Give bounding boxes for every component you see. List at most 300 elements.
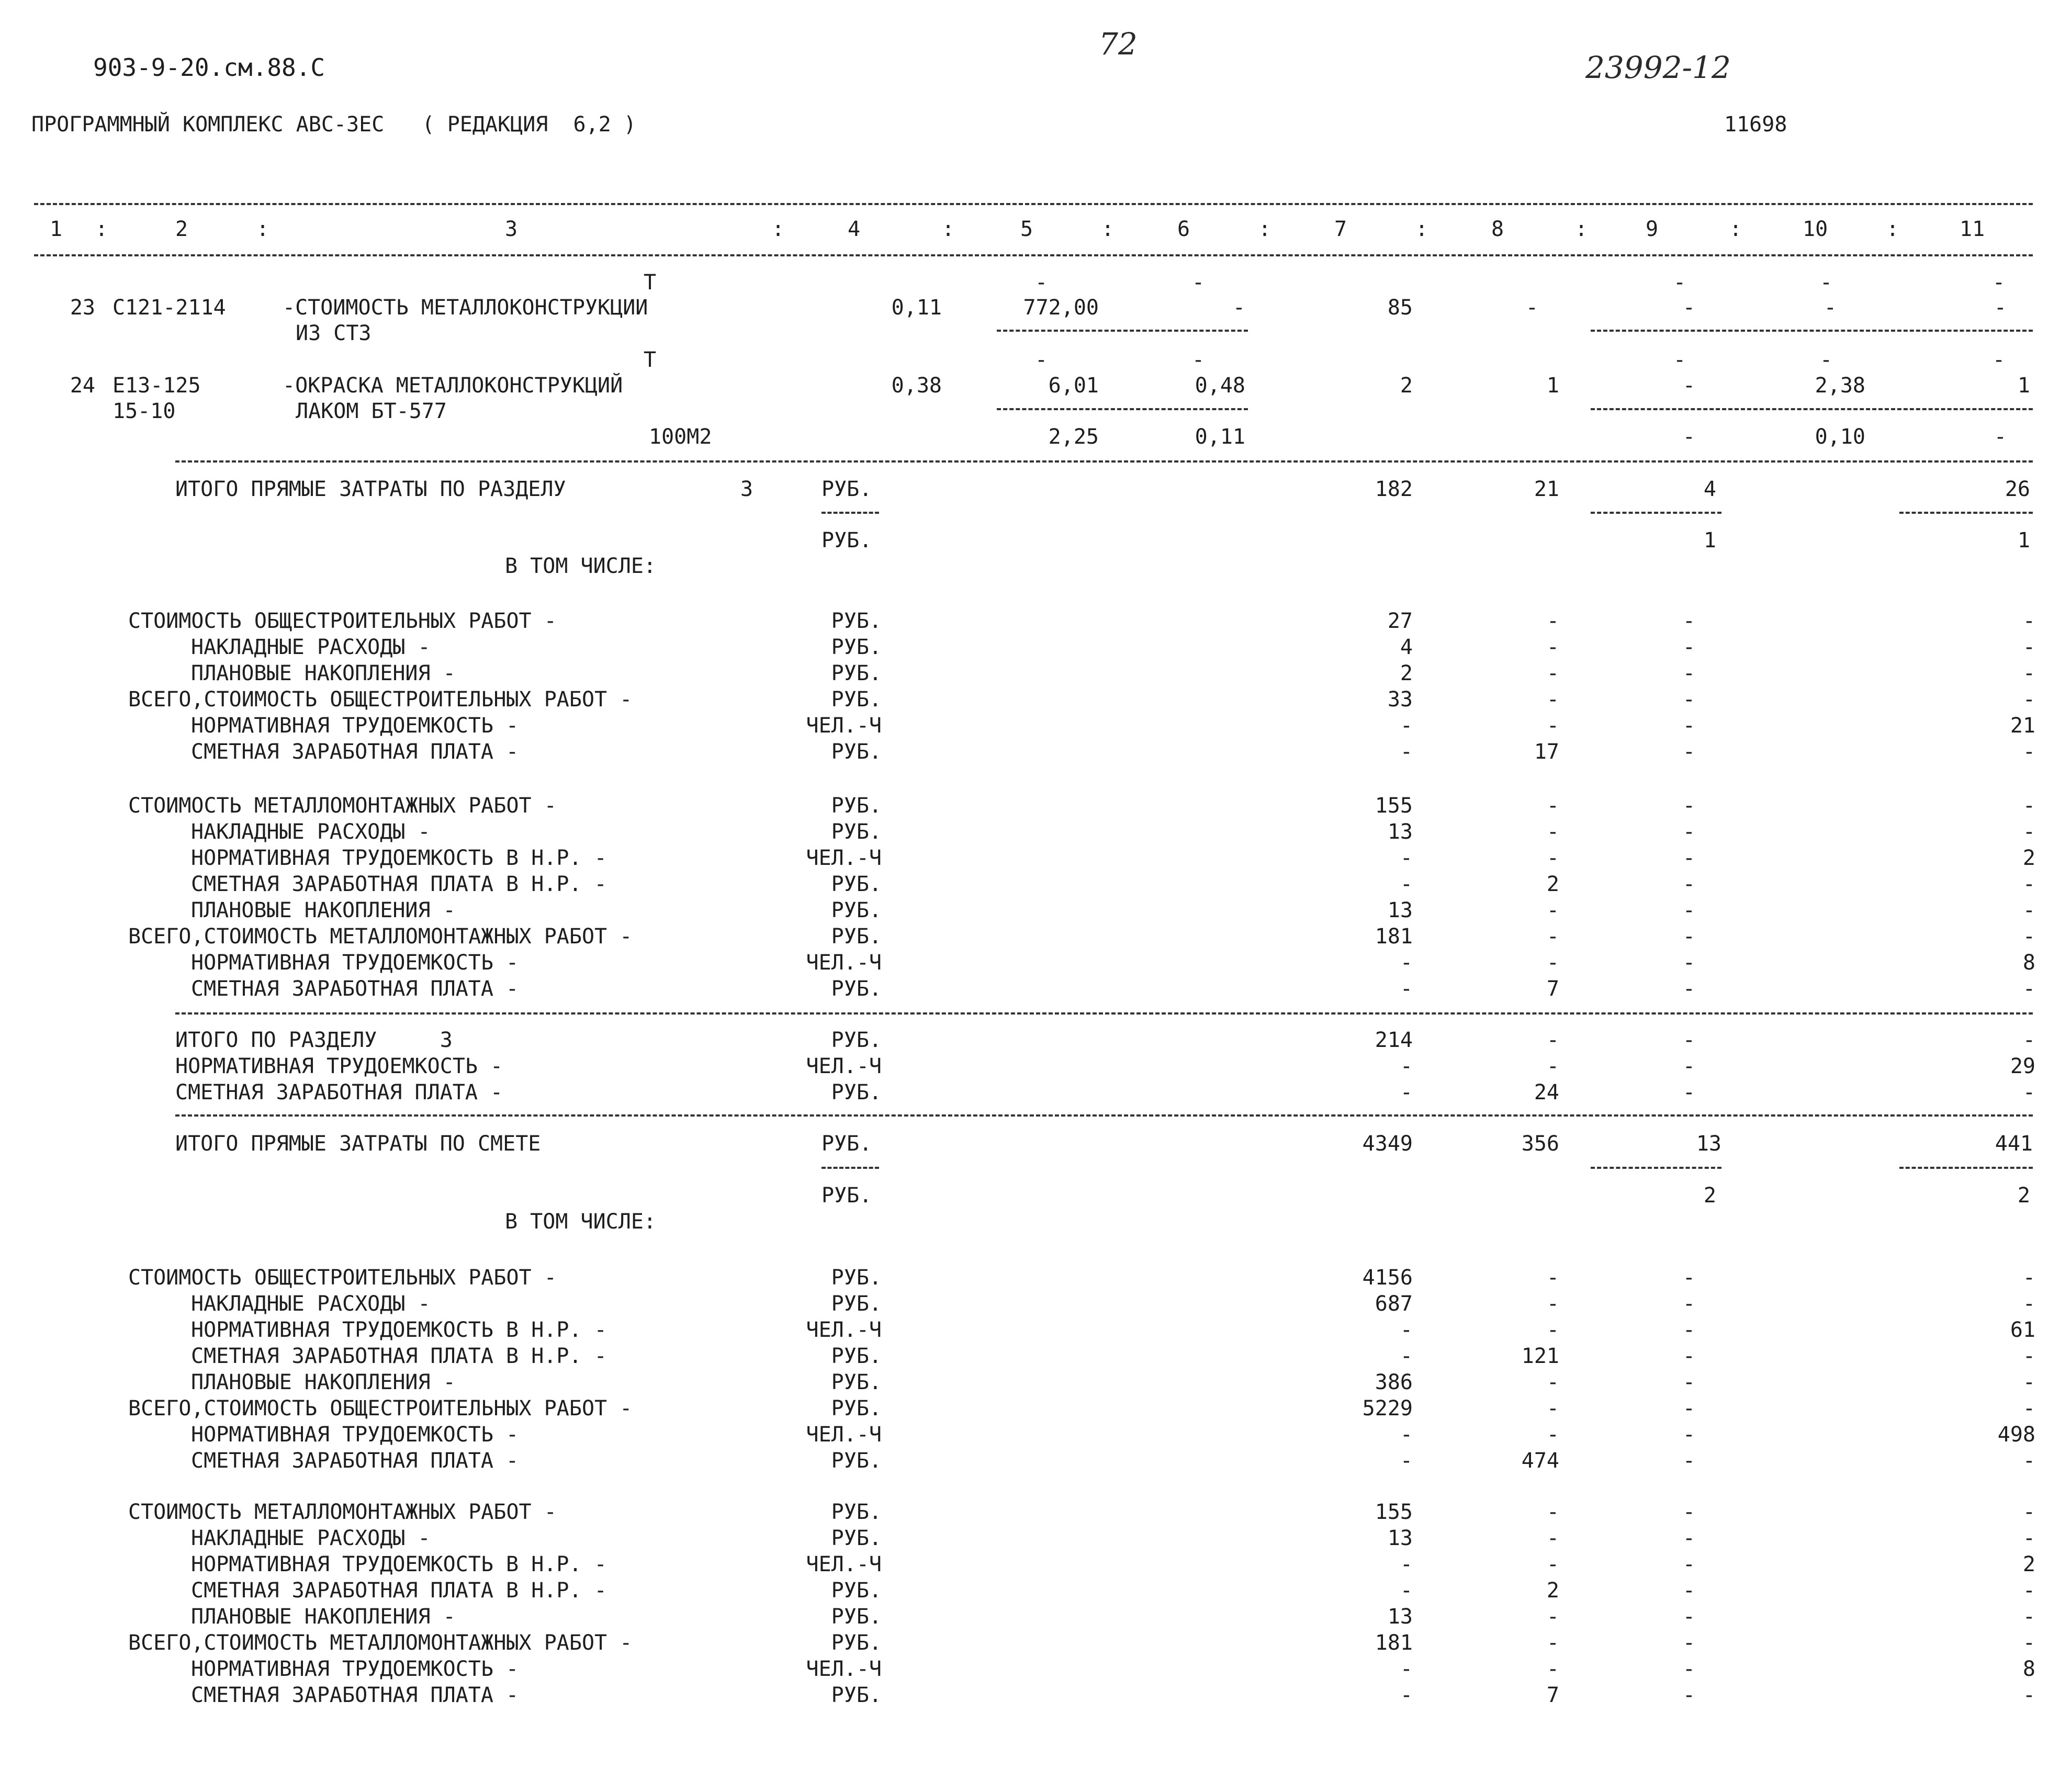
- row-unit: РУБ.: [831, 794, 882, 818]
- col-num-1: 1: [50, 217, 63, 241]
- col-sep: :: [95, 217, 108, 241]
- section-total-rule: [175, 460, 2033, 463]
- row-wages: 2: [1546, 1579, 1559, 1603]
- row-labor: -: [2022, 609, 2035, 633]
- item-c9: -: [1682, 296, 1695, 320]
- row-cost: 33: [1387, 688, 1413, 712]
- item-price-rule: [997, 330, 1248, 332]
- row-labor: -: [2022, 1500, 2035, 1524]
- row-machines: -: [1682, 635, 1695, 659]
- estimate-total-c9-rule: [1591, 1167, 1721, 1169]
- row-label: НОРМАТИВНАЯ ТРУДОЕМКОСТЬ -: [191, 951, 519, 975]
- row-labor: -: [2022, 1028, 2035, 1052]
- row-cost: 687: [1375, 1292, 1413, 1316]
- item-unit: Т: [644, 348, 657, 372]
- row-unit: РУБ.: [831, 1500, 882, 1524]
- row-wages: -: [1546, 635, 1559, 659]
- row-label: СМЕТНАЯ ЗАРАБОТНАЯ ПЛАТА -: [191, 977, 519, 1001]
- row-label: НОРМАТИВНАЯ ТРУДОЕМКОСТЬ -: [191, 1657, 519, 1681]
- estimate-total-sub-c9: 2: [1703, 1184, 1716, 1208]
- row-cost: -: [1400, 1657, 1413, 1681]
- col-sep: :: [1886, 217, 1899, 241]
- col-num-8: 8: [1491, 217, 1504, 241]
- item-number: 23: [70, 296, 95, 320]
- item-right-rule: [1591, 330, 2033, 332]
- item-price: 772,00: [1023, 296, 1099, 320]
- item-c9: -: [1682, 374, 1695, 398]
- row-labor: 29: [2010, 1054, 2035, 1078]
- row-cost: -: [1400, 1344, 1413, 1368]
- row-machines: -: [1682, 714, 1695, 738]
- item-c10-dash: -: [1819, 271, 1833, 295]
- row-unit: ЧЕЛ.-Ч: [806, 846, 882, 870]
- row-wages: -: [1546, 1526, 1559, 1550]
- row-machines: -: [1682, 1344, 1695, 1368]
- row-wages: -: [1546, 1318, 1559, 1342]
- row-cost: 2: [1400, 661, 1413, 685]
- row-labor: 61: [2010, 1318, 2035, 1342]
- row-label: СМЕТНАЯ ЗАРАБОТНАЯ ПЛАТА -: [175, 1080, 503, 1104]
- row-machines: -: [1682, 977, 1695, 1001]
- row-labor: -: [2022, 794, 2035, 818]
- row-cost: 214: [1375, 1028, 1413, 1052]
- row-label: НАКЛАДНЫЕ РАСХОДЫ -: [191, 1292, 431, 1316]
- row-labor: -: [2022, 688, 2035, 712]
- row-wages: -: [1546, 1028, 1559, 1052]
- row-labor: 8: [2022, 951, 2035, 975]
- row-wages: -: [1546, 898, 1559, 922]
- row-label: СМЕТНАЯ ЗАРАБОТНАЯ ПЛАТА В Н.Р. -: [191, 1344, 607, 1368]
- row-wages: -: [1546, 1370, 1559, 1394]
- row-machines: -: [1682, 1657, 1695, 1681]
- row-cost: -: [1400, 714, 1413, 738]
- col-num-11: 11: [1960, 217, 1985, 241]
- row-cost: 4: [1400, 635, 1413, 659]
- item-c8: 1: [1546, 374, 1559, 398]
- row-label: НОРМАТИВНАЯ ТРУДОЕМКОСТЬ -: [175, 1054, 503, 1078]
- row-machines: -: [1682, 1449, 1695, 1473]
- row-labor: -: [2022, 1605, 2035, 1629]
- row-label: НОРМАТИВНАЯ ТРУДОЕМКОСТЬ В Н.Р. -: [191, 1552, 607, 1576]
- row-cost: -: [1400, 1552, 1413, 1576]
- row-machines: -: [1682, 1423, 1695, 1447]
- row-machines: -: [1682, 846, 1695, 870]
- item-c11-dash: -: [1992, 271, 2006, 295]
- row-unit: РУБ.: [831, 1449, 882, 1473]
- section-total-unit-rule: [821, 512, 879, 514]
- row-cost: -: [1400, 1579, 1413, 1603]
- row-wages: -: [1546, 1631, 1559, 1655]
- section-total-number: 3: [740, 477, 753, 501]
- row-label: ПЛАНОВЫЕ НАКОПЛЕНИЯ -: [191, 1370, 456, 1394]
- row-unit: РУБ.: [831, 635, 882, 659]
- row-wages: -: [1546, 1423, 1559, 1447]
- row-label: СТОИМОСТЬ МЕТАЛЛОМОНТАЖНЫХ РАБОТ -: [128, 1500, 557, 1524]
- col-sep: :: [942, 217, 955, 241]
- row-machines: -: [1682, 898, 1695, 922]
- row-label: СМЕТНАЯ ЗАРАБОТНАЯ ПЛАТА В Н.Р. -: [191, 1579, 607, 1603]
- row-wages: -: [1546, 1657, 1559, 1681]
- item-c10: -: [1824, 296, 1837, 320]
- row-unit: РУБ.: [831, 1080, 882, 1104]
- row-wages: 17: [1534, 740, 1559, 764]
- row-machines: -: [1682, 1370, 1695, 1394]
- item-unit: Т: [644, 271, 657, 295]
- including-label: В ТОМ ЧИСЛЕ:: [505, 554, 656, 578]
- row-labor: -: [2022, 1631, 2035, 1655]
- row-machines: -: [1682, 1028, 1695, 1052]
- item-sub-price: 2,25: [1048, 425, 1099, 449]
- item-price: 6,01: [1048, 374, 1099, 398]
- row-cost: 13: [1387, 1605, 1413, 1629]
- item-title: -ОКРАСКА МЕТАЛЛОКОНСТРУКЦИЙ: [283, 374, 623, 398]
- row-cost: 27: [1387, 609, 1413, 633]
- col-sep: :: [1258, 217, 1271, 241]
- program-title: ПРОГРАММНЫЙ КОМПЛЕКС АВС-3ЕС ( РЕДАКЦИЯ 6,2 ): [31, 112, 636, 137]
- section-total-c11: 26: [2005, 477, 2030, 501]
- col-sep: :: [772, 217, 785, 241]
- row-labor: 2: [2022, 846, 2035, 870]
- item-title-cont: ЛАКОМ БТ-577: [296, 399, 447, 423]
- section-total-c7: 182: [1375, 477, 1413, 501]
- row-wages: -: [1546, 820, 1559, 844]
- item-c8: -: [1525, 296, 1538, 320]
- row-labor: -: [2022, 1449, 2035, 1473]
- col-num-9: 9: [1646, 217, 1659, 241]
- row-unit: РУБ.: [831, 740, 882, 764]
- estimate-total-unit: РУБ.: [821, 1132, 872, 1156]
- row-wages: -: [1546, 846, 1559, 870]
- row-wages: 474: [1521, 1449, 1559, 1473]
- row-cost: -: [1400, 1423, 1413, 1447]
- item-c11-dash: -: [1992, 348, 2006, 372]
- row-machines: -: [1682, 1396, 1695, 1421]
- item-c6: 0,48: [1195, 374, 1245, 398]
- section-total-sub-unit: РУБ.: [821, 528, 872, 553]
- row-cost: -: [1400, 846, 1413, 870]
- row-machines: -: [1682, 925, 1695, 949]
- row-wages: 2: [1546, 872, 1559, 896]
- row-unit: РУБ.: [831, 1292, 882, 1316]
- row-wages: -: [1546, 1552, 1559, 1576]
- estimate-total-sub-unit: РУБ.: [821, 1184, 872, 1208]
- header-bottom-rule: [34, 254, 2033, 256]
- section-total-c9: 4: [1703, 477, 1716, 501]
- row-unit: ЧЕЛ.-Ч: [806, 1054, 882, 1078]
- row-unit: ЧЕЛ.-Ч: [806, 951, 882, 975]
- row-labor: 21: [2010, 714, 2035, 738]
- estimate-total-label: ИТОГО ПРЯМЫЕ ЗАТРАТЫ ПО СМЕТЕ: [175, 1132, 541, 1156]
- row-machines: -: [1682, 740, 1695, 764]
- row-machines: -: [1682, 1579, 1695, 1603]
- row-wages: 24: [1534, 1080, 1559, 1104]
- row-label: НАКЛАДНЫЕ РАСХОДЫ -: [191, 1526, 431, 1550]
- estimate-total-c7: 4349: [1362, 1132, 1413, 1156]
- estimate-total-sub-c11: 2: [2017, 1184, 2030, 1208]
- row-labor: -: [2022, 820, 2035, 844]
- row-cost: 181: [1375, 925, 1413, 949]
- row-unit: РУБ.: [831, 977, 882, 1001]
- row-label: ИТОГО ПО РАЗДЕЛУ 3: [175, 1028, 453, 1052]
- row-unit: ЧЕЛ.-Ч: [806, 1552, 882, 1576]
- row-labor: -: [2022, 977, 2035, 1001]
- row-machines: -: [1682, 1631, 1695, 1655]
- item-c10-dash: -: [1819, 348, 1833, 372]
- sheet-code: 11698: [1724, 112, 1787, 137]
- row-cost: 5229: [1362, 1396, 1413, 1421]
- col-num-2: 2: [175, 217, 188, 241]
- row-machines: -: [1682, 1683, 1695, 1707]
- col-num-5: 5: [1020, 217, 1033, 241]
- item-c11: -: [1994, 296, 2007, 320]
- row-unit: РУБ.: [831, 1396, 882, 1421]
- item-number: 24: [70, 374, 95, 398]
- row-unit: РУБ.: [831, 872, 882, 896]
- row-unit: РУБ.: [831, 820, 882, 844]
- item-sub-c11: -: [1994, 425, 2007, 449]
- section-summary-rule: [175, 1012, 2033, 1015]
- row-machines: -: [1682, 1552, 1695, 1576]
- row-wages: -: [1546, 951, 1559, 975]
- row-label: ПЛАНОВЫЕ НАКОПЛЕНИЯ -: [191, 1605, 456, 1629]
- item-qty: 0,11: [891, 296, 942, 320]
- row-labor: -: [2022, 1266, 2035, 1290]
- row-cost: 4156: [1362, 1266, 1413, 1290]
- row-labor: -: [2022, 661, 2035, 685]
- row-cost: 386: [1375, 1370, 1413, 1394]
- row-unit: ЧЕЛ.-Ч: [806, 1318, 882, 1342]
- inventory-number: 23992-12: [1585, 50, 1731, 85]
- section-total-sub-c11: 1: [2017, 528, 2030, 553]
- row-labor: -: [2022, 1579, 2035, 1603]
- row-unit: РУБ.: [831, 1605, 882, 1629]
- col-num-3: 3: [505, 217, 518, 241]
- row-label: СТОИМОСТЬ ОБЩЕСТРОИТЕЛЬНЫХ РАБОТ -: [128, 609, 557, 633]
- row-wages: -: [1546, 1605, 1559, 1629]
- row-label: ВСЕГО,СТОИМОСТЬ МЕТАЛЛОМОНТАЖНЫХ РАБОТ -: [128, 1631, 633, 1655]
- row-wages: 7: [1546, 977, 1559, 1001]
- row-label: СМЕТНАЯ ЗАРАБОТНАЯ ПЛАТА -: [191, 1683, 519, 1707]
- estimate-total-rule: [175, 1114, 2033, 1117]
- row-wages: 7: [1546, 1683, 1559, 1707]
- row-cost: 13: [1387, 898, 1413, 922]
- row-unit: РУБ.: [831, 925, 882, 949]
- item-sub-unit: 100М2: [649, 425, 712, 449]
- row-label: НОРМАТИВНАЯ ТРУДОЕМКОСТЬ -: [191, 714, 519, 738]
- row-wages: -: [1546, 1054, 1559, 1078]
- document-code: 903-9-20.см.88.С: [93, 53, 325, 82]
- row-wages: 121: [1521, 1344, 1559, 1368]
- row-machines: -: [1682, 661, 1695, 685]
- section-total-c9-rule: [1591, 512, 1721, 514]
- row-label: НОРМАТИВНАЯ ТРУДОЕМКОСТЬ -: [191, 1423, 519, 1447]
- estimate-total-c11-rule: [1899, 1167, 2033, 1169]
- row-cost: -: [1400, 1318, 1413, 1342]
- row-label: ВСЕГО,СТОИМОСТЬ ОБЩЕСТРОИТЕЛЬНЫХ РАБОТ -: [128, 688, 633, 712]
- estimate-total-c8: 356: [1521, 1132, 1559, 1156]
- row-cost: 155: [1375, 794, 1413, 818]
- section-total-label: ИТОГО ПРЯМЫЕ ЗАТРАТЫ ПО РАЗДЕЛУ: [175, 477, 566, 501]
- row-label: СТОИМОСТЬ МЕТАЛЛОМОНТАЖНЫХ РАБОТ -: [128, 794, 557, 818]
- item-code-cont: 15-10: [112, 399, 176, 423]
- row-machines: -: [1682, 872, 1695, 896]
- row-cost: 181: [1375, 1631, 1413, 1655]
- row-labor: -: [2022, 1526, 2035, 1550]
- item-sub-c9: -: [1682, 425, 1695, 449]
- item-code: Е13-125: [112, 374, 201, 398]
- section-total-sub-c9: 1: [1703, 528, 1716, 553]
- row-cost: -: [1400, 1080, 1413, 1104]
- item-c7: 2: [1400, 374, 1413, 398]
- row-machines: -: [1682, 1605, 1695, 1629]
- item-price-rule: [997, 408, 1248, 410]
- row-labor: -: [2022, 1292, 2035, 1316]
- row-unit: РУБ.: [831, 1370, 882, 1394]
- row-machines: -: [1682, 951, 1695, 975]
- row-unit: РУБ.: [831, 1266, 882, 1290]
- row-wages: -: [1546, 688, 1559, 712]
- row-unit: РУБ.: [831, 609, 882, 633]
- row-labor: -: [2022, 1683, 2035, 1707]
- including-label: В ТОМ ЧИСЛЕ:: [505, 1210, 656, 1234]
- row-label: НАКЛАДНЫЕ РАСХОДЫ -: [191, 635, 431, 659]
- item-code: С121-2114: [112, 296, 226, 320]
- col-num-4: 4: [848, 217, 861, 241]
- row-label: СМЕТНАЯ ЗАРАБОТНАЯ ПЛАТА -: [191, 740, 519, 764]
- row-cost: -: [1400, 1054, 1413, 1078]
- section-total-c8: 21: [1534, 477, 1559, 501]
- col-sep: :: [1729, 217, 1742, 241]
- row-label: ПЛАНОВЫЕ НАКОПЛЕНИЯ -: [191, 661, 456, 685]
- item-c9-dash: -: [1673, 271, 1686, 295]
- row-unit: ЧЕЛ.-Ч: [806, 1423, 882, 1447]
- estimate-total-c9: 13: [1696, 1132, 1721, 1156]
- row-cost: -: [1400, 872, 1413, 896]
- estimate-total-unit-rule: [821, 1167, 879, 1169]
- row-machines: -: [1682, 794, 1695, 818]
- row-unit: РУБ.: [831, 661, 882, 685]
- estimate-total-c11: 441: [1995, 1132, 2033, 1156]
- row-unit: РУБ.: [831, 1579, 882, 1603]
- row-label: НАКЛАДНЫЕ РАСХОДЫ -: [191, 820, 431, 844]
- item-c6-dash: -: [1191, 271, 1205, 295]
- row-machines: -: [1682, 1054, 1695, 1078]
- col-sep: :: [1575, 217, 1588, 241]
- item-c6: -: [1232, 296, 1245, 320]
- row-unit: РУБ.: [831, 1526, 882, 1550]
- row-wages: -: [1546, 1396, 1559, 1421]
- row-unit: РУБ.: [831, 898, 882, 922]
- row-wages: -: [1546, 1292, 1559, 1316]
- row-cost: -: [1400, 951, 1413, 975]
- row-machines: -: [1682, 688, 1695, 712]
- row-cost: -: [1400, 977, 1413, 1001]
- row-unit: РУБ.: [831, 1028, 882, 1052]
- item-sub-c6: 0,11: [1195, 425, 1245, 449]
- col-num-6: 6: [1177, 217, 1190, 241]
- row-labor: 498: [1997, 1423, 2035, 1447]
- row-cost: 13: [1387, 820, 1413, 844]
- item-c11: 1: [2017, 374, 2030, 398]
- col-sep: :: [1415, 217, 1428, 241]
- col-num-7: 7: [1334, 217, 1347, 241]
- section-total-c11-rule: [1899, 512, 2033, 514]
- row-unit: РУБ.: [831, 688, 882, 712]
- item-c10: 2,38: [1815, 374, 1865, 398]
- row-machines: -: [1682, 1526, 1695, 1550]
- row-labor: -: [2022, 872, 2035, 896]
- section-total-unit: РУБ.: [821, 477, 872, 501]
- row-cost: -: [1400, 1449, 1413, 1473]
- row-machines: -: [1682, 1318, 1695, 1342]
- row-cost: 13: [1387, 1526, 1413, 1550]
- row-labor: -: [2022, 1344, 2035, 1368]
- row-label: СТОИМОСТЬ ОБЩЕСТРОИТЕЛЬНЫХ РАБОТ -: [128, 1266, 557, 1290]
- row-unit: ЧЕЛ.-Ч: [806, 1657, 882, 1681]
- row-unit: РУБ.: [831, 1683, 882, 1707]
- row-unit: РУБ.: [831, 1631, 882, 1655]
- row-label: ПЛАНОВЫЕ НАКОПЛЕНИЯ -: [191, 898, 456, 922]
- row-machines: -: [1682, 1080, 1695, 1104]
- row-labor: -: [2022, 1080, 2035, 1104]
- row-wages: -: [1546, 714, 1559, 738]
- row-labor: 2: [2022, 1552, 2035, 1576]
- page-number: 72: [1099, 26, 1138, 62]
- item-sub-c10: 0,10: [1815, 425, 1865, 449]
- row-label: СМЕТНАЯ ЗАРАБОТНАЯ ПЛАТА -: [191, 1449, 519, 1473]
- item-right-rule: [1591, 408, 2033, 410]
- row-wages: -: [1546, 1266, 1559, 1290]
- row-machines: -: [1682, 820, 1695, 844]
- row-wages: -: [1546, 661, 1559, 685]
- row-labor: -: [2022, 1370, 2035, 1394]
- row-wages: -: [1546, 609, 1559, 633]
- item-c7: 85: [1387, 296, 1413, 320]
- col-sep: :: [1101, 217, 1115, 241]
- item-price-dash: -: [1034, 348, 1048, 372]
- row-cost: 155: [1375, 1500, 1413, 1524]
- item-qty: 0,38: [891, 374, 942, 398]
- row-unit: ЧЕЛ.-Ч: [806, 714, 882, 738]
- item-title-cont: ИЗ СТ3: [296, 321, 372, 345]
- col-num-10: 10: [1803, 217, 1828, 241]
- item-c6-dash: -: [1191, 348, 1205, 372]
- row-machines: -: [1682, 1292, 1695, 1316]
- header-top-rule: [34, 203, 2033, 205]
- row-labor: -: [2022, 1396, 2035, 1421]
- row-label: НОРМАТИВНАЯ ТРУДОЕМКОСТЬ В Н.Р. -: [191, 1318, 607, 1342]
- row-cost: -: [1400, 740, 1413, 764]
- row-unit: РУБ.: [831, 1344, 882, 1368]
- row-label: СМЕТНАЯ ЗАРАБОТНАЯ ПЛАТА В Н.Р. -: [191, 872, 607, 896]
- row-label: НОРМАТИВНАЯ ТРУДОЕМКОСТЬ В Н.Р. -: [191, 846, 607, 870]
- row-machines: -: [1682, 1266, 1695, 1290]
- row-label: ВСЕГО,СТОИМОСТЬ МЕТАЛЛОМОНТАЖНЫХ РАБОТ -: [128, 925, 633, 949]
- row-wages: -: [1546, 794, 1559, 818]
- col-sep: :: [256, 217, 269, 241]
- row-labor: -: [2022, 898, 2035, 922]
- row-labor: -: [2022, 740, 2035, 764]
- row-labor: -: [2022, 925, 2035, 949]
- row-wages: -: [1546, 925, 1559, 949]
- row-labor: -: [2022, 635, 2035, 659]
- item-title: -СТОИМОСТЬ МЕТАЛЛОКОНСТРУКЦИИ: [283, 296, 648, 320]
- row-machines: -: [1682, 609, 1695, 633]
- item-c9-dash: -: [1673, 348, 1686, 372]
- row-labor: 8: [2022, 1657, 2035, 1681]
- item-price-dash: -: [1034, 271, 1048, 295]
- row-cost: -: [1400, 1683, 1413, 1707]
